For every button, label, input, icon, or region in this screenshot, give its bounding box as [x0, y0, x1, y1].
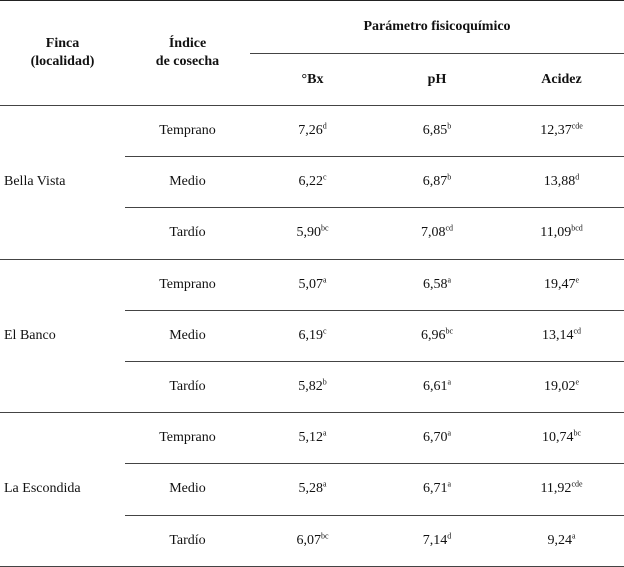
bx-value [250, 259, 375, 310]
acidez-value-letter: cde [571, 121, 583, 131]
bx-value-number: 6,07 [296, 532, 321, 548]
ph-value-letter: cd [445, 223, 454, 233]
bx-value-number: 5,28 [298, 481, 323, 497]
bx-value [250, 464, 375, 515]
header-finca [0, 1, 125, 106]
indice-cosecha: Tardío [125, 208, 250, 259]
bx-value [250, 361, 375, 412]
bx-value [250, 413, 375, 464]
header-finca-line1: Finca [45, 36, 80, 51]
acidez-value-letter: cd [573, 326, 582, 336]
ph-value [375, 106, 499, 157]
ph-value [375, 310, 499, 361]
ph-value-letter: b [447, 121, 452, 131]
bx-value-number: 6,19 [298, 327, 323, 343]
header-indice [125, 1, 250, 106]
header-acidez: Acidez [499, 54, 624, 106]
header-indice-line1: Índice [168, 36, 207, 51]
acidez-value-letter: d [575, 172, 580, 182]
ph-value [375, 515, 499, 566]
bx-value [250, 106, 375, 157]
ph-value-letter: a [447, 377, 452, 387]
ph-value-number: 7,08 [420, 225, 446, 241]
acidez-value-letter: e [575, 275, 580, 284]
ph-value-number: 6,96 [420, 327, 446, 343]
ph-value-letter: a [447, 479, 452, 489]
acidez-value [499, 310, 624, 361]
finca-name: El Banco [0, 259, 125, 413]
indice-cosecha: Medio [125, 157, 250, 208]
acidez-value-number: 10,74 [541, 430, 574, 446]
acidez-value-number: 13,88 [543, 174, 576, 190]
bx-value-number: 5,90 [296, 225, 321, 241]
acidez-value [499, 259, 624, 310]
bx-value-letter: b [322, 377, 327, 387]
acidez-value [499, 208, 624, 259]
ph-value [375, 413, 499, 464]
ph-value-letter: bc [445, 326, 454, 336]
bx-value [250, 208, 375, 259]
finca-name: Bella Vista [0, 106, 125, 260]
bx-value [250, 310, 375, 361]
acidez-value-number: 11,92 [540, 481, 572, 497]
bx-value-letter: bc [320, 530, 329, 540]
finca-name: La Escondida [0, 413, 125, 567]
bx-value [250, 515, 375, 566]
ph-value-number: 6,58 [422, 276, 448, 292]
acidez-value [499, 464, 624, 515]
ph-value [375, 157, 499, 208]
acidez-value-letter: bcd [571, 223, 583, 233]
bx-value-letter: bc [320, 223, 329, 233]
indice-cosecha: Medio [125, 464, 250, 515]
acidez-value-number: 19,02 [543, 379, 576, 395]
ph-value-number: 7,14 [422, 532, 448, 548]
bx-value-letter: a [322, 428, 327, 438]
acidez-value [499, 515, 624, 566]
table-row [0, 106, 624, 157]
bx-value [250, 157, 375, 208]
acidez-value-number: 9,24 [547, 532, 572, 548]
header-parametro: Parámetro fisicoquímico [250, 1, 624, 54]
ph-value-number: 6,61 [422, 379, 448, 395]
bx-value-letter: c [322, 172, 327, 182]
bx-value-number: 6,22 [298, 174, 323, 190]
ph-value-number: 6,87 [422, 174, 448, 190]
bx-value-letter: c [322, 326, 327, 336]
acidez-value-letter: bc [573, 428, 582, 438]
acidez-value [499, 106, 624, 157]
bx-value-letter: a [322, 275, 327, 284]
bx-value-number: 7,26 [298, 123, 323, 139]
ph-value-number: 6,85 [422, 123, 448, 139]
header-indice-line2: de cosecha [155, 54, 220, 69]
indice-cosecha: Tardío [125, 515, 250, 566]
header-finca-line2: (localidad) [30, 54, 95, 69]
header-bx: °Bx [250, 54, 375, 106]
ph-value [375, 464, 499, 515]
indice-cosecha: Temprano [125, 106, 250, 157]
bx-value-number: 5,12 [298, 430, 323, 446]
table-row [0, 259, 624, 310]
acidez-value-letter: cde [571, 479, 583, 489]
ph-value-number: 6,71 [422, 481, 448, 497]
indice-cosecha: Medio [125, 310, 250, 361]
bx-value-number: 5,07 [298, 276, 323, 292]
ph-value-number: 6,70 [422, 430, 448, 446]
bx-value-number: 5,82 [298, 379, 323, 395]
indice-cosecha: Temprano [125, 413, 250, 464]
bx-value-letter: d [322, 121, 327, 131]
acidez-value [499, 413, 624, 464]
table-body [0, 106, 624, 567]
ph-value [375, 208, 499, 259]
acidez-value [499, 157, 624, 208]
indice-cosecha: Tardío [125, 361, 250, 412]
acidez-value-number: 12,37 [540, 123, 572, 139]
acidez-value-number: 19,47 [543, 276, 576, 292]
indice-cosecha: Temprano [125, 259, 250, 310]
ph-value-letter: a [447, 275, 452, 284]
acidez-value-number: 11,09 [540, 225, 572, 241]
acidez-value-letter: e [575, 377, 580, 387]
acidez-value-number: 13,14 [541, 327, 574, 343]
header-ph: pH [375, 54, 499, 106]
acidez-value-letter: a [571, 530, 576, 540]
ph-value-letter: a [447, 428, 452, 438]
bx-value-letter: a [322, 479, 327, 489]
ph-value-letter: d [447, 530, 452, 540]
ph-value [375, 259, 499, 310]
ph-value [375, 361, 499, 412]
ph-value-letter: b [447, 172, 452, 182]
table-row [0, 413, 624, 464]
acidez-value [499, 361, 624, 412]
